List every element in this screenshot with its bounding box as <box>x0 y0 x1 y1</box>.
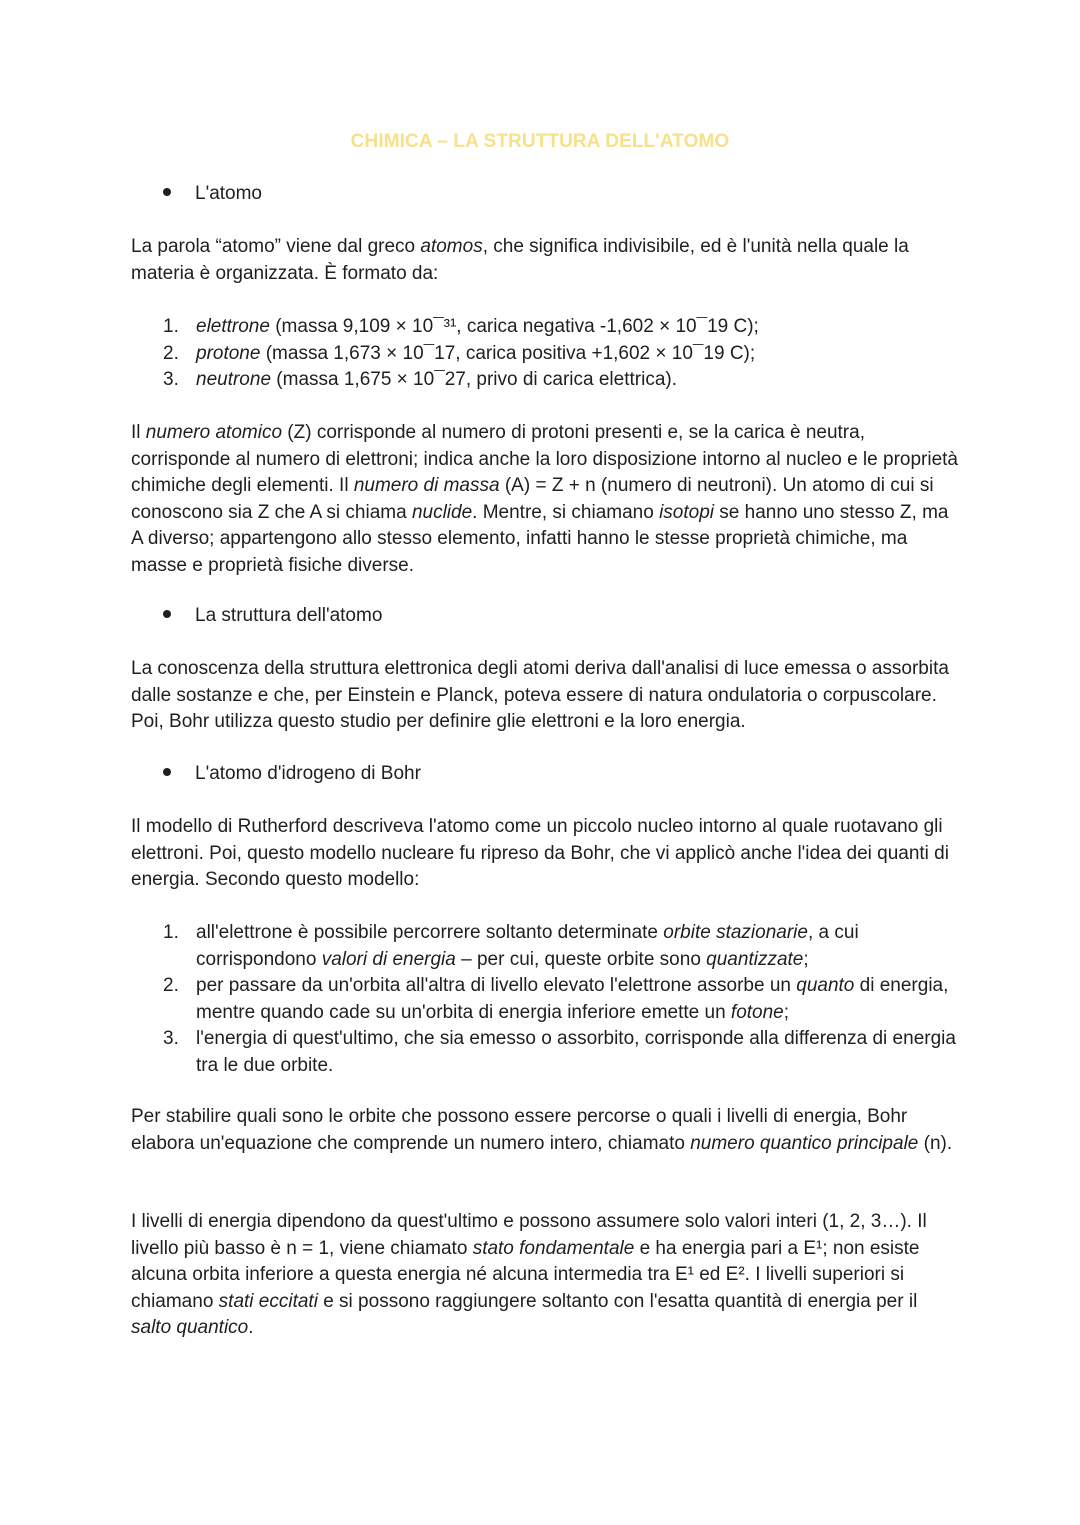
text-run: all'elettrone è possibile percorrere soltanto determinate <box>196 922 664 943</box>
paragraph-livelli <box>131 1209 961 1342</box>
list-item: 3. neutrone (massa 1,675 × 10¯27, privo di carica elettrica). <box>163 369 678 390</box>
bullet-icon <box>163 188 171 196</box>
paragraph-atomo-intro <box>131 234 961 287</box>
italic-term: quantizzate <box>706 948 804 970</box>
paragraph-numero-atomico <box>131 420 961 579</box>
text-run: e ha energia pari a E¹; non esiste alcuna orbita inferiore a questa energia né alcuna intermedia tra E¹ ed E². I livelli superiori si chiamano <box>131 1237 920 1312</box>
text-run: ; <box>803 948 809 970</box>
italic-term: numero atomico <box>145 422 283 443</box>
text-run: (massa 1,675 × 10¯27, privo di carica elettrica). <box>271 369 678 390</box>
text-run: l'energia di quest'ultimo, che sia emesso o assorbito, corrisponde alla differenza di energia tra le due orbite. <box>196 1028 956 1076</box>
italic-term: salto quantico <box>131 1317 249 1338</box>
list-item: 2. per passare da un'orbita all'altra di livello elevato l'elettrone assorbe un quanto di energia, mentre quando cade su un'orbita di energia inferiore emette un fotone; <box>163 975 949 1023</box>
section-heading-label: L'atomo <box>195 183 263 204</box>
list-item: 2. protone (massa 1,673 × 10¯17, carica positiva +1,602 × 10¯19 C); <box>163 342 756 364</box>
text-run: per passare da un'orbita all'altra di livello elevato l'elettrone assorbe un <box>196 975 797 996</box>
section-heading-bohr <box>163 761 421 787</box>
text-run: ; <box>783 1001 790 1023</box>
page-title: CHIMICA – LA STRUTTURA DELL'ATOMO <box>350 131 730 152</box>
text-run: – per cui, queste orbite sono <box>455 948 707 970</box>
text-run: di energia, mentre quando cade su un'orbita di energia inferiore emette un <box>196 975 949 1023</box>
section-heading-label: L'atomo d'idrogeno di Bohr <box>195 763 421 784</box>
text-run: e si possono raggiungere soltanto con l'esatta quantità di energia per il <box>317 1290 918 1312</box>
italic-term: stati eccitati <box>218 1290 318 1312</box>
paragraph-struttura <box>131 656 961 736</box>
text-run: (A) = Z + n (numero di neutroni). Un atomo di cui si conoscono sia Z che A si chiama <box>131 475 934 523</box>
paragraph-rutherford <box>131 814 961 894</box>
list-item: 1. all'elettrone è possibile percorrere soltanto determinate orbite stazionarie, a cui corrispondono valori di energia – per cui, queste orbite sono quantizzate; <box>163 922 859 970</box>
particle-list <box>131 314 961 394</box>
italic-term: numero di massa <box>353 475 500 496</box>
italic-term: neutrone <box>196 369 272 390</box>
italic-term: quanto <box>796 975 855 996</box>
list-item-text <box>196 922 859 970</box>
text-run: (massa 9,109 × 10¯³¹, carica negativa -1,602 × 10¯19 C); <box>269 316 759 337</box>
bullet-icon <box>163 610 171 618</box>
list-item-text <box>196 369 677 390</box>
italic-term: nuclide <box>411 501 473 523</box>
italic-term: numero quantico principale <box>690 1132 919 1154</box>
text-run: Per stabilire quali sono le orbite che possono essere percorse o quali i livelli di energia, Bohr elabora un'equazione che comprende un numero intero, chiamato <box>131 1106 908 1154</box>
text-run: La conoscenza della struttura elettronica degli atomi deriva dall'analisi di luce emessa o assorbita dalle sostanze e che, per Einstein e Planck, poteva essere di natura ondulatoria o corpuscolare. Poi, Bohr utilizza questo studio per definire glie elettroni e la loro energia. <box>131 658 949 732</box>
text-run: Il <box>131 422 146 443</box>
text-run: se hanno uno stesso Z, ma A diverso; appartengono allo stesso elemento, infatti hanno le stesse proprietà chimiche, ma masse e proprietà fisiche diverse. <box>131 501 949 576</box>
list-item-text <box>196 343 755 364</box>
bullet-icon <box>163 768 171 776</box>
text-run: (massa 1,673 × 10¯17, carica positiva +1,602 × 10¯19 C); <box>260 342 756 364</box>
text-run: , a cui corrispondono <box>196 922 859 970</box>
italic-term: orbite stazionarie <box>663 922 808 943</box>
list-item: 1. elettrone (massa 9,109 × 10¯³¹, carica negativa -1,602 × 10¯19 C); <box>163 316 759 337</box>
text-run: Il modello di Rutherford descriveva l'atomo come un piccolo nucleo intorno al quale ruotavano gli elettroni. Poi, questo modello nucleare fu ripreso da Bohr, che vi applicò anche l'idea dei quanti di energia. Secondo questo modello: <box>131 816 949 890</box>
text-run: , che significa indivisibile, ed è l'unità nella quale la materia è organizzata. È formato da: <box>131 236 909 284</box>
italic-term: stato fondamentale <box>472 1237 635 1259</box>
italic-term: protone <box>196 342 261 364</box>
text-run: (n). <box>918 1132 953 1154</box>
list-item-text <box>196 316 759 337</box>
section-heading-atomo <box>163 181 262 207</box>
list-item: 3. l'energia di quest'ultimo, che sia emesso o assorbito, corrisponde alla differenza di energia tra le due orbite. <box>163 1028 956 1076</box>
text-run: . Mentre, si chiamano <box>472 501 660 523</box>
section-heading-struttura <box>163 603 382 629</box>
italic-term: fotone <box>730 1001 784 1023</box>
italic-term: elettrone <box>196 316 270 337</box>
italic-term: atomos <box>420 236 483 257</box>
section-heading-label: La struttura dell'atomo <box>195 605 383 626</box>
italic-term: valori di energia <box>321 948 456 970</box>
italic-term: isotopi <box>659 501 714 523</box>
bohr-list <box>131 920 961 1079</box>
text-run: La parola “atomo” viene dal greco <box>131 236 421 257</box>
text-run: (Z) corrisponde al numero di protoni presenti e, se la carica è neutra, corrisponde al numero di elettroni; indica anche la loro disposizione intorno al nucleo e le proprietà chimiche degli elementi. Il <box>131 422 958 496</box>
text-run: . <box>248 1317 254 1338</box>
text-run: I livelli di energia dipendono da quest'ultimo e possono assumere solo valori interi (1, 2, 3…). Il livello più basso è n = 1, viene chiamato <box>131 1211 927 1259</box>
paragraph-equazione <box>131 1104 961 1157</box>
list-item-text <box>196 975 948 1023</box>
list-item-text <box>196 1028 956 1076</box>
